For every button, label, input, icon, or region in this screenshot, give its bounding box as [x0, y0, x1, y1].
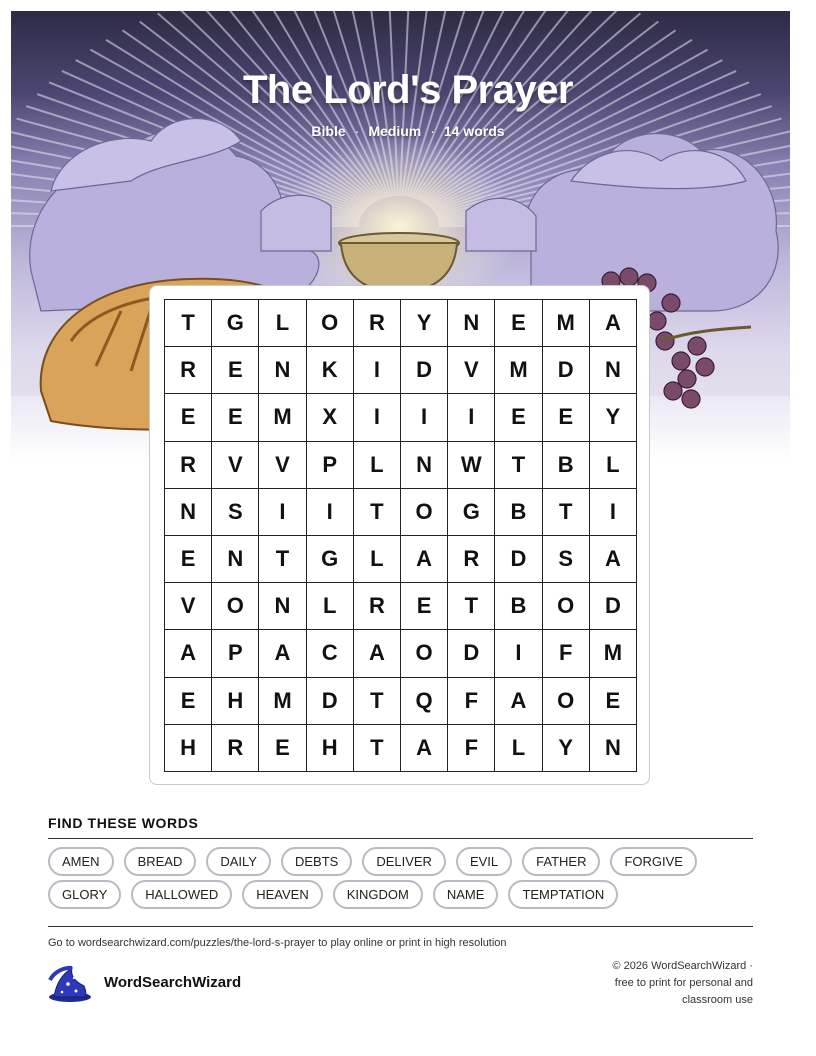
copyright-line: © 2026 WordSearchWizard ·: [612, 960, 753, 972]
grid-cell: E: [165, 536, 212, 583]
grid-cell: N: [590, 347, 637, 394]
word-list-heading: FIND THESE WORDS: [48, 815, 199, 831]
word-chip: HALLOWED: [131, 880, 232, 909]
grid-cell: T: [354, 489, 401, 536]
grid-cell: A: [590, 536, 637, 583]
grid-cell: O: [212, 583, 259, 630]
grid-cell: M: [495, 347, 542, 394]
meta-separator: ·: [354, 123, 360, 139]
letter-grid: [164, 299, 637, 772]
grid-cell: E: [259, 725, 306, 772]
grid-cell: F: [448, 678, 495, 725]
word-chip: HEAVEN: [242, 880, 323, 909]
grid-cell: V: [259, 442, 306, 489]
word-chip: FORGIVE: [610, 847, 697, 876]
grid-cell: L: [495, 725, 542, 772]
grid-cell: N: [448, 300, 495, 347]
grid-cell: T: [354, 678, 401, 725]
grid-cell: D: [495, 536, 542, 583]
grid-cell: R: [354, 300, 401, 347]
grid-cell: B: [495, 489, 542, 536]
grid-cell: D: [590, 583, 637, 630]
grid-cell: X: [307, 394, 354, 441]
grid-cell: I: [590, 489, 637, 536]
word-chip: KINGDOM: [333, 880, 423, 909]
word-list: [48, 847, 753, 909]
grid-cell: L: [259, 300, 306, 347]
grid-cell: O: [543, 583, 590, 630]
grid-cell: A: [495, 678, 542, 725]
grid-cell: B: [543, 442, 590, 489]
word-chip: BREAD: [124, 847, 197, 876]
grid-cell: F: [543, 630, 590, 677]
grid-cell: K: [307, 347, 354, 394]
word-chip: AMEN: [48, 847, 114, 876]
grid-cell: M: [259, 394, 306, 441]
grid-cell: I: [259, 489, 306, 536]
grid-cell: E: [495, 394, 542, 441]
footer-note: Go to wordsearchwizard.com/puzzles/the-lord-s-prayer to play online or print in high resolution: [48, 937, 507, 949]
puzzle-meta: [0, 123, 816, 139]
grid-cell: E: [212, 347, 259, 394]
grid-cell: I: [448, 394, 495, 441]
difficulty-label: Medium: [368, 123, 422, 139]
grid-cell: C: [307, 630, 354, 677]
grid-cell: T: [448, 583, 495, 630]
grid-cell: S: [212, 489, 259, 536]
grid-cell: T: [495, 442, 542, 489]
grid-cell: N: [590, 725, 637, 772]
grid-cell: Y: [590, 394, 637, 441]
grid-cell: N: [259, 347, 306, 394]
grid-cell: M: [543, 300, 590, 347]
grid-cell: R: [354, 583, 401, 630]
grid-cell: S: [543, 536, 590, 583]
grid-cell: E: [495, 300, 542, 347]
grid-cell: F: [448, 725, 495, 772]
word-chip: EVIL: [456, 847, 512, 876]
grid-cell: D: [543, 347, 590, 394]
word-chip: DELIVER: [362, 847, 446, 876]
copyright-line: classroom use: [682, 994, 753, 1006]
grid-cell: L: [354, 536, 401, 583]
grid-cell: A: [590, 300, 637, 347]
grid-cell: L: [354, 442, 401, 489]
grid-cell: R: [165, 442, 212, 489]
copyright-line: free to print for personal and: [614, 977, 753, 989]
brand-name: WordSearchWizard: [104, 974, 242, 991]
grid-cell: I: [495, 630, 542, 677]
grid-cell: O: [401, 489, 448, 536]
grid-cell: E: [165, 678, 212, 725]
category-label: Bible: [311, 123, 346, 139]
word-chip: FATHER: [522, 847, 600, 876]
grid-cell: E: [212, 394, 259, 441]
grid-cell: R: [448, 536, 495, 583]
grid-cell: I: [401, 394, 448, 441]
grid-cell: I: [307, 489, 354, 536]
divider: [48, 926, 753, 927]
grid-cell: M: [590, 630, 637, 677]
grid-cell: Y: [543, 725, 590, 772]
grid-cell: Y: [401, 300, 448, 347]
grid-cell: I: [354, 347, 401, 394]
grid-cell: G: [448, 489, 495, 536]
grid-cell: I: [354, 394, 401, 441]
grid-cell: V: [212, 442, 259, 489]
grid-cell: Q: [401, 678, 448, 725]
grid-cell: W: [448, 442, 495, 489]
grid-cell: T: [354, 725, 401, 772]
grid-cell: E: [590, 678, 637, 725]
word-chip: NAME: [433, 880, 499, 909]
divider: [48, 838, 753, 839]
grid-cell: P: [212, 630, 259, 677]
grid-cell: G: [212, 300, 259, 347]
grid-cell: H: [165, 725, 212, 772]
grid-cell: N: [401, 442, 448, 489]
grid-cell: R: [212, 725, 259, 772]
grid-cell: V: [165, 583, 212, 630]
word-chip: GLORY: [48, 880, 121, 909]
grid-cell: D: [307, 678, 354, 725]
grid-cell: E: [401, 583, 448, 630]
word-count-label: 14 words: [443, 123, 505, 139]
word-chip: DEBTS: [281, 847, 352, 876]
grid-cell: B: [495, 583, 542, 630]
grid-cell: T: [165, 300, 212, 347]
grid-cell: D: [401, 347, 448, 394]
grid-cell: E: [165, 394, 212, 441]
word-chip: TEMPTATION: [508, 880, 618, 909]
grid-cell: E: [543, 394, 590, 441]
grid-cell: A: [259, 630, 306, 677]
grid-cell: D: [448, 630, 495, 677]
grid-cell: N: [165, 489, 212, 536]
grid-cell: A: [165, 630, 212, 677]
grid-cell: M: [259, 678, 306, 725]
grid-cell: R: [165, 347, 212, 394]
grid-cell: L: [590, 442, 637, 489]
grid-cell: A: [401, 725, 448, 772]
grid-cell: O: [307, 300, 354, 347]
grid-cell: G: [307, 536, 354, 583]
grid-cell: L: [307, 583, 354, 630]
grid-cell: V: [448, 347, 495, 394]
grid-cell: O: [543, 678, 590, 725]
grid-cell: T: [543, 489, 590, 536]
grid-cell: N: [259, 583, 306, 630]
grid-cell: O: [401, 630, 448, 677]
grid-cell: T: [259, 536, 306, 583]
grid-cell: A: [354, 630, 401, 677]
grid-cell: N: [212, 536, 259, 583]
grid-cell: H: [307, 725, 354, 772]
meta-separator: ·: [430, 123, 435, 139]
copyright: [578, 958, 753, 1009]
grid-cell: H: [212, 678, 259, 725]
puzzle-title: The Lord's Prayer: [242, 68, 573, 112]
grid-cell: P: [307, 442, 354, 489]
wizard-hat-icon: [46, 964, 92, 1004]
word-chip: DAILY: [206, 847, 271, 876]
grid-cell: A: [401, 536, 448, 583]
